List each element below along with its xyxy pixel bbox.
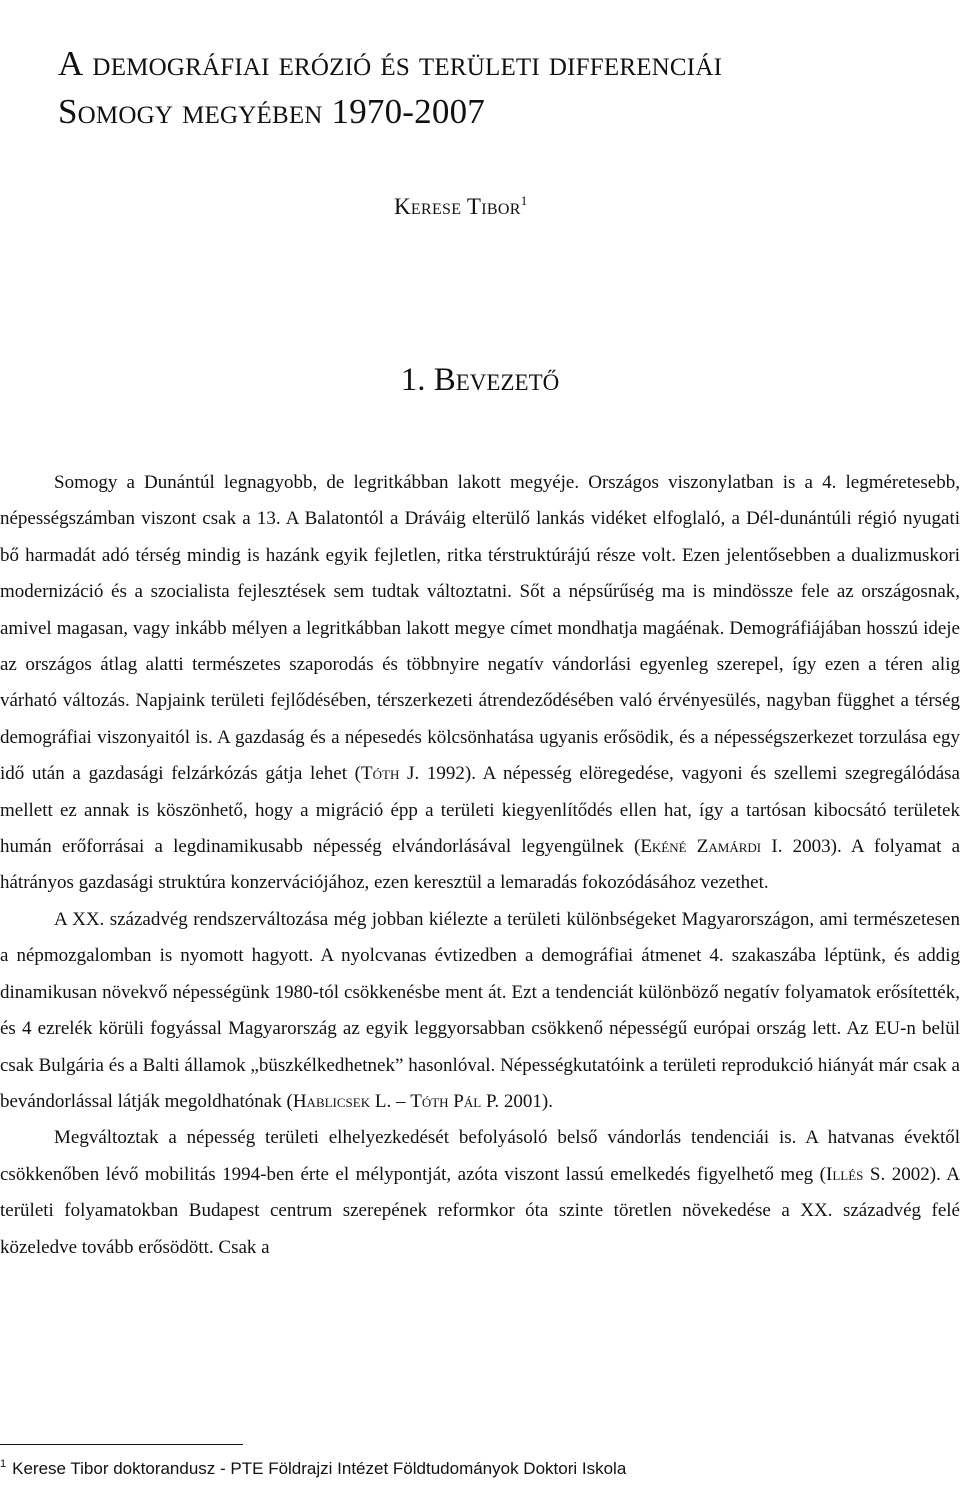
p3-text-b: S. 2002). A területi folyamatokban Budapest centrum szerepének reformkor óta szinte töretlen növekedése a XX. századvég felé közeledve tovább erősödött. Csak a [0, 1163, 960, 1258]
title-line-2 [58, 90, 938, 134]
title-line-2-cap: S [58, 92, 78, 131]
p1-text-c: I. 2003). A folyamat a hátrányos gazdasági struktúra konzervációjához, ezen keresztül a lemaradás fokozódásához vezethet. [0, 836, 960, 894]
p1-citation-1: Tóth [361, 763, 400, 785]
body-text [0, 465, 960, 1266]
p1-citation-2: Ekéné Zamárdi [640, 836, 762, 858]
author-line [394, 194, 528, 220]
author-footnote-marker: 1 [520, 193, 528, 208]
p3-citation-1: Illés [826, 1163, 864, 1185]
title-line-2-rest: omogy megyében [77, 92, 323, 131]
section-heading [0, 362, 960, 399]
footnote-marker: 1 [0, 1458, 7, 1470]
footnote-text: Kerese Tibor doktorandusz - PTE Földrajzi Intézet Földtudományok Doktori Iskola [12, 1459, 627, 1478]
title-line-1-cap: A [58, 44, 84, 83]
p3-text-a: Megváltoztak a népesség területi elhelyezkedését befolyásoló belső vándorlás tendenciái is. A hatvanas évektől csökkenőben lévő mobilitás 1994-ben érte el mélypontját, azóta viszont lassú emelkedés figyelhető meg ( [0, 1127, 960, 1185]
paragraph-3 [0, 1120, 960, 1266]
p1-text-b: J. 1992). A népesség elöregedése, vagyoni és szellemi szegregálódása mellett ez annak is köszönhető, hogy a migráció épp a területi kiegyenlítődés ellen hat, így a tartósan kibocsátó területek humán erőforrásai a legdinamikusabb népesség elvándorlásával legyengülnek ( [0, 763, 960, 858]
title-line-1-rest: demográfiai erózió és területi differenciái [83, 44, 723, 83]
section-title: Bevezető [433, 362, 560, 398]
p2-citation-1: Hablicsek [292, 1090, 371, 1112]
footnote-separator [0, 1444, 243, 1445]
title-year: 1970-2007 [322, 92, 485, 131]
paragraph-1 [0, 465, 960, 902]
author-name: Kerese Tibor [394, 194, 521, 219]
footnote [0, 1458, 960, 1480]
title-line-1 [58, 42, 938, 86]
p2-text-a: A XX. századvég rendszerváltozása még jobban kiélezte a területi különbségeket Magyarországon, ami természetesen a népmozgalomban is nyomott hagyott. A nyolcvanas évtizedben a demográfiai átmenet 4. szakaszába léptünk, és addig dinamikusan növekvő népességünk 1980-tól csökkenésbe ment át. Ezt a tendenciát különböző negatív folyamatok erősítették, és 4 ezrelék körüli fogyással Magyarország az egyik leggyorsabban csökkenő népességű európai ország lett. Az EU-n belül csak Bulgária és a Balti államok „büszkélkedhetnek” hasonlóval. Népességkutatóink a területi reprodukció hiányát már csak a bevándorlással látják megoldhatónak ( [0, 908, 960, 1112]
paragraph-2 [0, 902, 960, 1120]
section-number: 1. [400, 362, 426, 398]
p2-text-b: L. – [370, 1090, 411, 1112]
p2-citation-2: Tóth Pál [410, 1090, 482, 1112]
p2-text-c: P. 2001). [481, 1090, 553, 1112]
p1-text-a: Somogy a Dunántúl legnagyobb, de legritkábban lakott megyéje. Országos viszonylatban is a 4. legméretesebb, népességszámban viszont csak a 13. A Balatontól a Dráváig elterülő lankás vidéket elfoglaló, a Dél-dunántúli régió nyugati bő harmadát adó térség mindig is hazánk egyik fejletlen, ritka térstruktúrájú része volt. Ezen jelentősebben a dualizmuskori modernizáció és a szocialista fejlesztések sem tudtak változtatni. Sőt a népsűrűség ma is mindössze fele az országosnak, amivel magasan, vagy inkább mélyen a legritkábban lakott megye címet mondhatja magáénak. Demográfiájában hosszú ideje az országos átlag alatti természetes szaporodás és többnyire negatív vándorlási egyenleg szerepel, így ezen a téren alig várható változás. Napjaink területi fejlődésében, térszerkezeti átrendeződésében való érvényesülés, nagyban függhet a térség demográfiai viszonyaitól is. A gazdaság és a népesedés kölcsönhatása ugyanis erősödik, és a népességszerkezet torzulása egy idő után a gazdasági felzárkózás gátja lehet ( [0, 472, 960, 785]
